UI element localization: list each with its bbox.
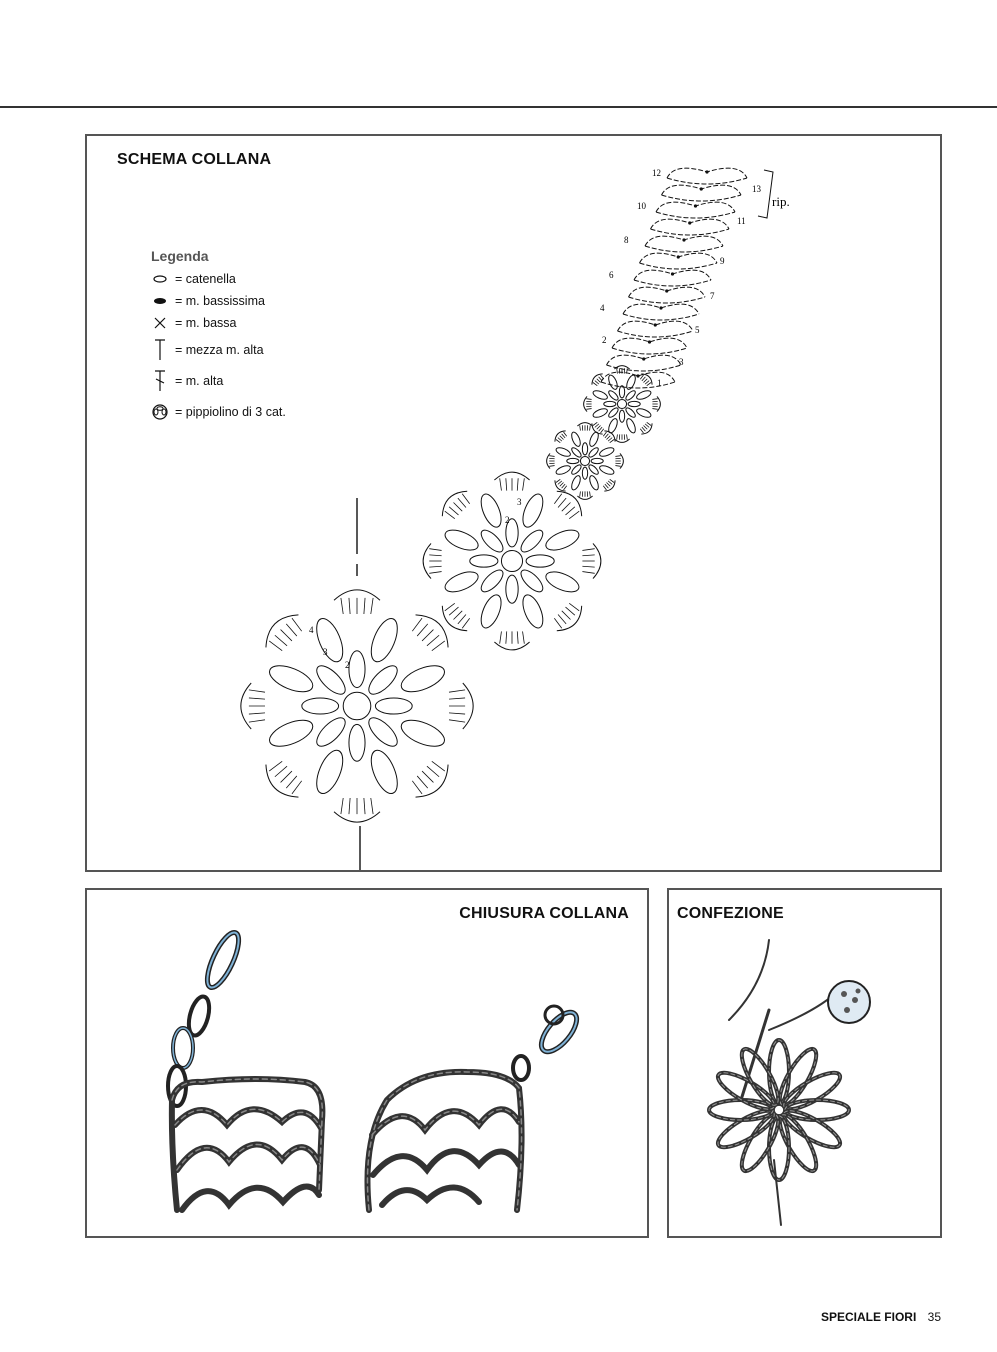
legend-heading: Legenda: [151, 248, 209, 264]
confezione-panel: [667, 888, 942, 1238]
row-number: 4: [600, 303, 605, 313]
row-number: 13: [752, 184, 761, 194]
jump-ring: [513, 1056, 529, 1080]
row-number: 12: [652, 168, 661, 178]
row-number: 11: [737, 216, 746, 226]
legend-label: = mezza m. alta: [175, 342, 264, 357]
legend-label: = m. bassissima: [175, 294, 265, 308]
legend-label: = m. bassa: [175, 316, 237, 330]
round-number: 3: [323, 647, 328, 657]
footer-label: SPECIALE FIORI: [820, 1310, 917, 1324]
crochet-diagram: [87, 136, 942, 872]
row-number: 8: [624, 235, 629, 245]
legend-label: = pippiolino di 3 cat.: [175, 404, 286, 419]
legend-label: = m. alta: [175, 373, 224, 388]
motif-diagrams: [241, 366, 661, 823]
round-number: 4: [309, 625, 314, 635]
row-number: 1: [657, 378, 662, 388]
left-netting: [172, 1079, 323, 1210]
strip-diagram: [601, 168, 747, 388]
repeat-label: rip.: [772, 194, 790, 209]
flower-motif: [584, 366, 661, 443]
right-netting: [367, 1072, 521, 1210]
row-number: 2: [602, 335, 607, 345]
round-number: 2: [345, 660, 350, 670]
legend-label: = catenella: [175, 272, 236, 286]
row-number: 6: [609, 270, 614, 280]
row-numbers: [309, 168, 762, 670]
row-number: 3: [679, 357, 684, 367]
confezione-title: CONFEZIONE: [677, 905, 784, 922]
page-number: 35: [927, 1310, 941, 1324]
page-footer: [821, 1310, 941, 1324]
header-rule: [0, 106, 997, 108]
assembly-illustration: [669, 890, 942, 1238]
flower-motif: [547, 423, 624, 500]
round-number: 3: [517, 497, 522, 507]
crochet-flower: [709, 1040, 849, 1180]
row-number: 5: [695, 325, 700, 335]
flower-motif: [241, 590, 473, 822]
repeat-bracket: [758, 170, 773, 218]
schema-title: SCHEMA COLLANA: [117, 151, 272, 168]
row-number: 9: [720, 256, 725, 266]
bead: [828, 981, 870, 1023]
schema-collana-panel: [85, 134, 942, 872]
flower-motif: [423, 472, 601, 650]
clasp-illustration: [87, 890, 649, 1238]
row-number: 7: [710, 291, 715, 301]
round-number: 2: [505, 515, 510, 525]
chiusura-collana-panel: [85, 888, 649, 1238]
row-number: 10: [637, 201, 646, 211]
chiusura-title: CHIUSURA COLLANA: [459, 905, 629, 922]
thread: [729, 940, 769, 1020]
